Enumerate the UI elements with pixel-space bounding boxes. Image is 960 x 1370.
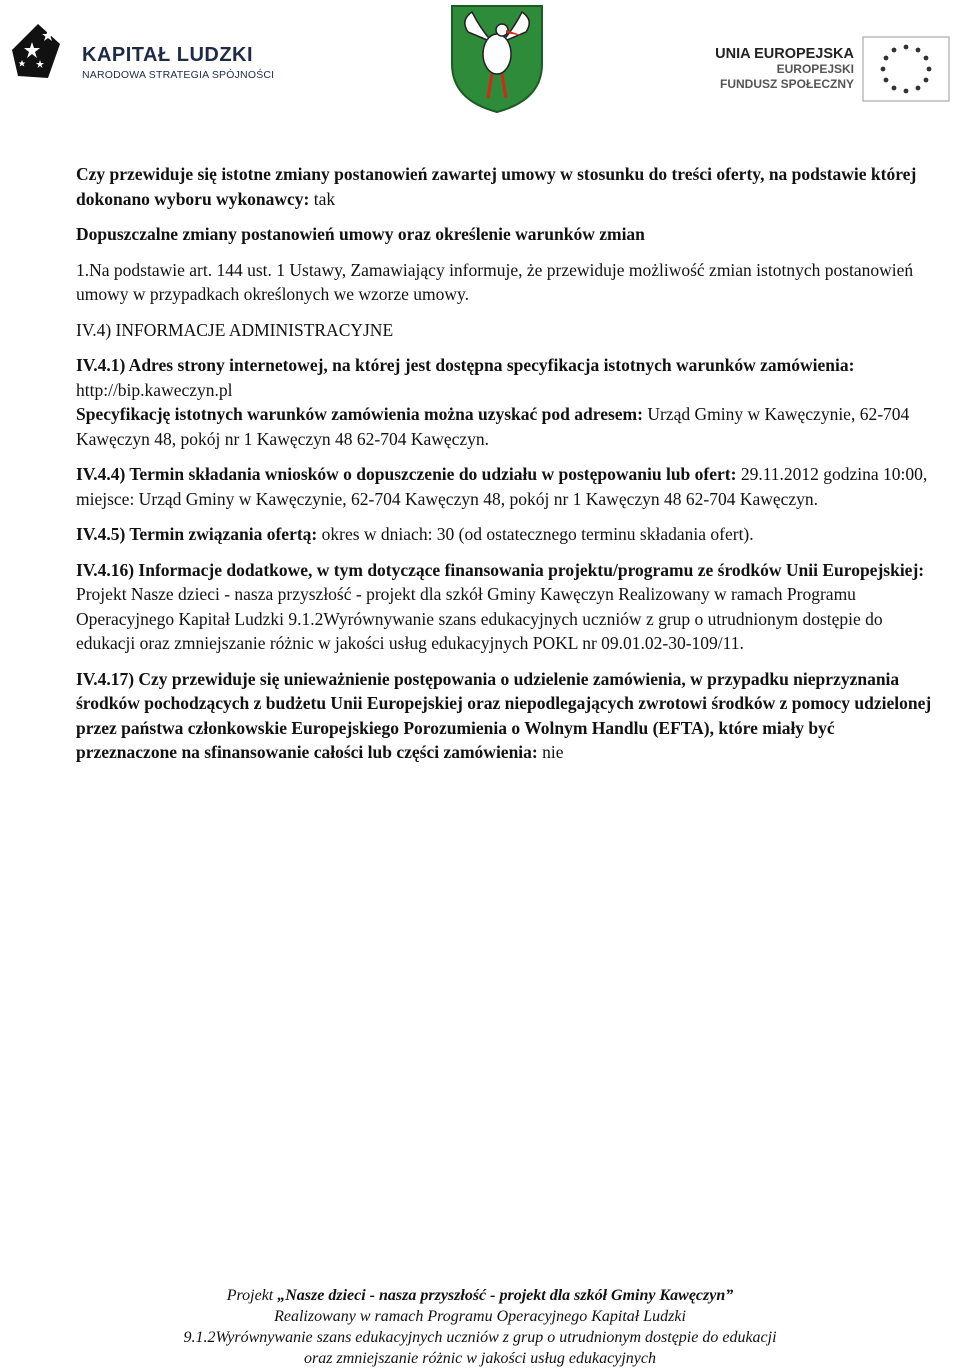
kl-subtitle: NARODOWA STRATEGIA SPÓJNOŚCI xyxy=(82,69,275,81)
p8 xyxy=(76,558,936,656)
footer-line1-title: „Nasze dzieci - nasza przyszłość - projekt dla szkół Gminy Kawęczyn” xyxy=(277,1287,734,1304)
p9-value: nie xyxy=(542,742,564,762)
ue-line3: FUNDUSZ SPOŁECZNY xyxy=(719,77,854,91)
p1-label: Czy przewiduje się istotne zmiany postanowień zawartej umowy w stosunku do treści oferty, na podstawie której dokonano wyboru wykonawcy: xyxy=(76,164,917,209)
kl-title: KAPITAŁ LUDZKI xyxy=(82,44,254,66)
p6 xyxy=(76,462,936,511)
ue-line2: EUROPEJSKI xyxy=(776,62,854,76)
p6-label: IV.4.4) Termin składania wniosków o dopuszczenie do udziału w postępowaniu lub ofert: xyxy=(76,464,737,484)
p9 xyxy=(76,667,936,765)
eu-flag-icon xyxy=(862,36,950,102)
footer-line3: 9.1.2Wyrównywanie szans edukacyjnych uczniów z grup o utrudnionym dostępie do edukacji xyxy=(183,1329,777,1346)
p5b xyxy=(76,402,936,451)
ue-title: UNIA EUROPEJSKA xyxy=(715,46,854,62)
footer-line1-prefix: Projekt xyxy=(226,1287,278,1304)
p8-value: Projekt Nasze dzieci - nasza przyszłość - projekt dla szkół Gminy Kawęczyn Realizowany w ramach Programu Operacyjnego Kapitał Ludzki 9.1.2Wyrównywanie szans edukacyjnych uczniów z grup o utrudnionym dostępie do edukacji oraz zmniejszanie różnic w jakości usług edukacyjnych POKL nr 09.01.02-30-109/11. xyxy=(76,584,883,653)
page-footer xyxy=(0,1285,960,1369)
p9-label: IV.4.17) Czy przewiduje się unieważnienie postępowania o udzielenie zamówienia, w przypadku nieprzyznania środków pochodzących z budżetu Unii Europejskiej oraz niepodlegających zwrotowi środków z pomocy udzielonej przez państwa członkowskie Europejskiego Porozumienia o Wolnym Handlu (EFTA), które miały być przeznaczone na sfinansowanie całości lub części zamówienia: xyxy=(76,668,932,762)
p3: 1.Na podstawie art. 144 ust. 1 Ustawy, Zamawiający informuje, że przewiduje możliwość zmian istotnych postanowień umowy w przypadkach określonych we wzorze umowy. xyxy=(76,259,914,304)
p1 xyxy=(76,162,936,211)
footer-line1 xyxy=(0,1285,960,1306)
p7 xyxy=(76,522,936,547)
p2 xyxy=(76,222,936,247)
p8-label: IV.4.16) Informacje dodatkowe, w tym dotyczące finansowania projektu/programu ze środków Unii Europejskiej: xyxy=(76,559,925,580)
eu-wordmark xyxy=(680,46,854,92)
footer-line4: oraz zmniejszanie różnic w jakości usług edukacyjnych xyxy=(304,1350,656,1367)
page-header xyxy=(0,0,960,120)
p2-label: Dopuszczalne zmiany postanowień umowy oraz określenie warunków zmian xyxy=(76,224,645,244)
p6-value: 29.11.2012 godzina 10:00, miejsce: Urząd Gminy w Kawęczynie, 62-704 Kawęczyn 48, pokój nr 1 Kawęczyn 48 62-704 Kawęczyn. xyxy=(76,464,928,509)
document-body xyxy=(76,162,936,776)
stork-coat-of-arms xyxy=(432,2,562,114)
p7-label: IV.4.5) Termin związania ofertą: xyxy=(76,524,318,544)
p5b-value: Urząd Gminy w Kawęczynie, 62-704 Kawęczyn 48, pokój nr 1 Kawęczyn 48 62-704 Kawęczyn. xyxy=(76,404,910,449)
p4: IV.4) INFORMACJE ADMINISTRACYJNE xyxy=(76,319,394,340)
p5-label: IV.4.1) Adres strony internetowej, na której jest dostępna specyfikacja istotnych warunków zamówienia: xyxy=(76,355,855,375)
p5b-label: Specyfikację istotnych warunków zamówienia można uzyskać pod adresem: xyxy=(76,404,643,424)
p7-value: okres w dniach: 30 (od ostatecznego terminu składania ofert). xyxy=(321,524,754,544)
p1-value: tak xyxy=(313,188,336,209)
kapital-ludzki-wordmark xyxy=(82,44,274,81)
footer-line2: Realizowany w ramach Programu Operacyjnego Kapitał Ludzki xyxy=(274,1308,686,1325)
p5-value: http://bip.kaweczyn.pl xyxy=(76,379,233,400)
p5 xyxy=(76,353,936,402)
